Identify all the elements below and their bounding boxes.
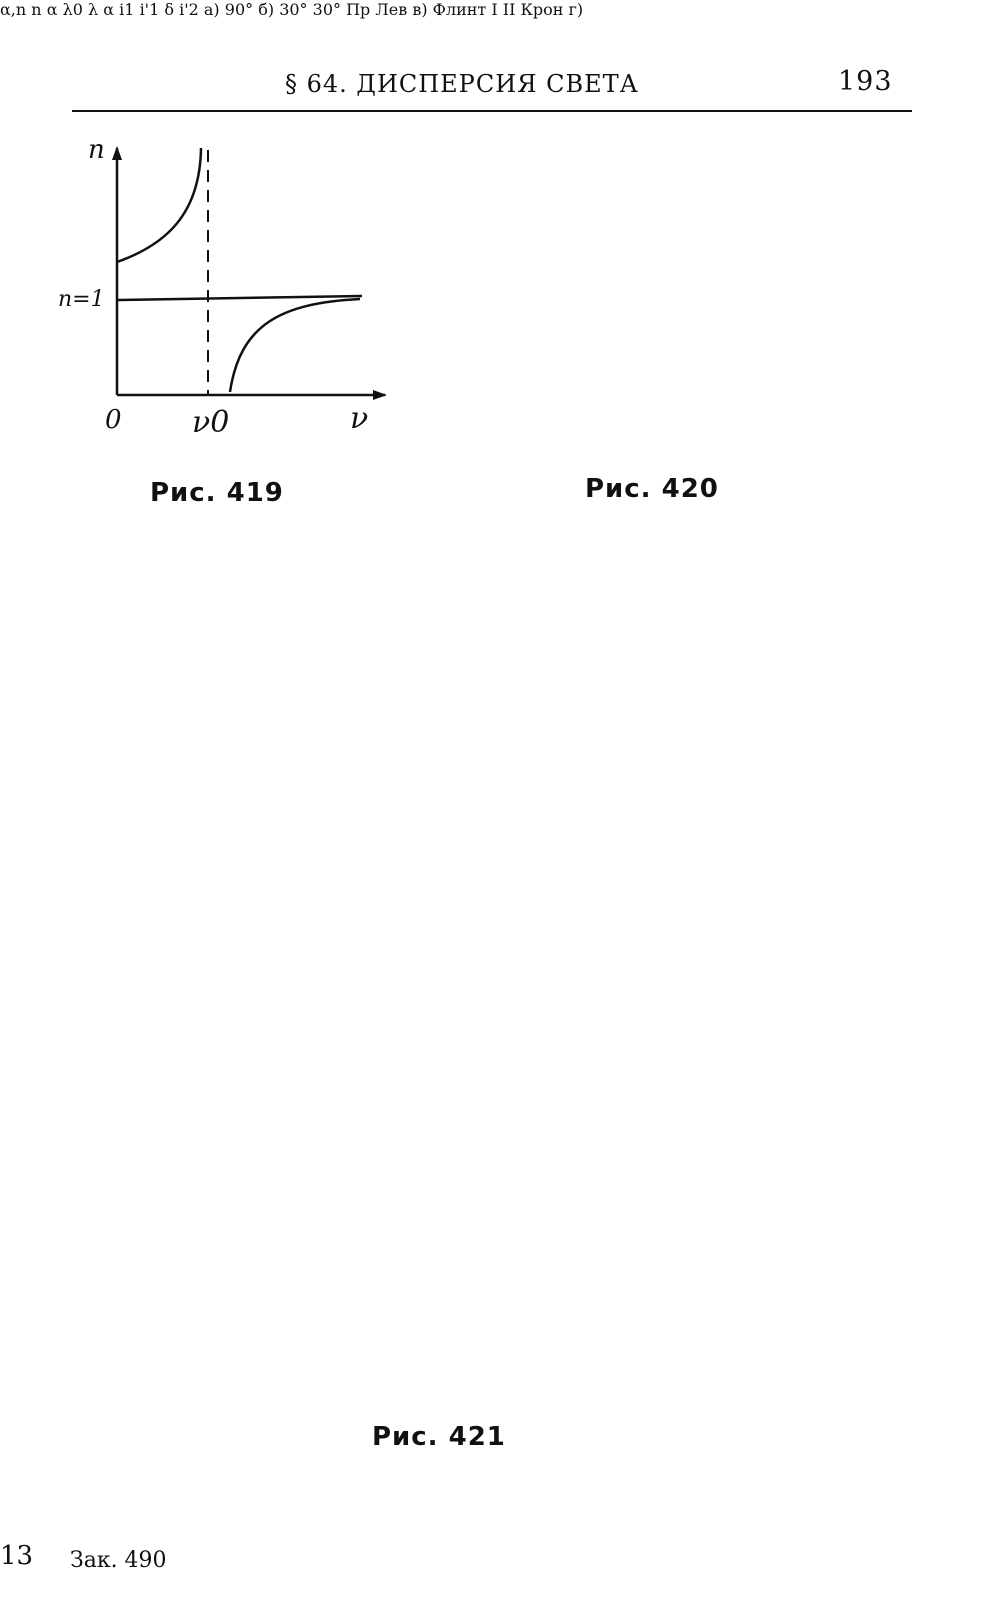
fig421v-label: в) xyxy=(412,0,428,19)
fig421v-angle-left: 30° xyxy=(279,0,308,19)
fig421a-alpha: α xyxy=(103,0,115,19)
fig419-y-label: n xyxy=(88,135,105,165)
fig421a-i1: i1 xyxy=(119,0,135,19)
caption-fig419: Рис. 419 xyxy=(150,478,284,508)
fig419-nu0: ν0 xyxy=(192,405,230,440)
fig420-n-label: n xyxy=(31,0,42,19)
fig421g-ray2: II xyxy=(502,0,516,19)
fig421b-angle: 90° xyxy=(224,0,254,19)
fig420-x-label: λ xyxy=(88,0,99,19)
fig421g-label: г) xyxy=(568,0,584,19)
fig421g-flint: Флинт xyxy=(432,0,487,19)
fig421a-i2p: i'2 xyxy=(179,0,199,19)
fig420-alpha-label: α xyxy=(46,0,58,19)
fig419-x-label: ν xyxy=(350,401,369,436)
page-number: 193 xyxy=(838,66,893,97)
fig421a-label: а) xyxy=(203,0,220,19)
n1-line xyxy=(117,296,362,300)
sheet-number: 13 xyxy=(0,1541,34,1571)
fig421a-delta: δ xyxy=(164,0,174,19)
curve-lower xyxy=(230,299,360,392)
caption-fig421: Рис. 421 xyxy=(372,1422,506,1452)
running-head: § 64. ДИСПЕРСИЯ СВЕТА xyxy=(285,70,639,98)
fig421v-left: Пр xyxy=(346,0,371,19)
fig421g-ray1: I xyxy=(491,0,498,19)
fig421a-i1p: i'1 xyxy=(139,0,160,19)
caption-fig420: Рис. 420 xyxy=(585,474,719,504)
fig419-origin: 0 xyxy=(105,405,122,435)
curve-upper xyxy=(117,148,201,262)
fig420-y-label: α,n xyxy=(0,0,27,19)
fig421g-kron: Крон xyxy=(520,0,564,19)
fig419-n1-label: n=1 xyxy=(58,287,105,312)
fig421v-right: Лев xyxy=(375,0,408,19)
fig420-lambda0: λ0 xyxy=(62,0,83,19)
fig421v-angle-right: 30° xyxy=(312,0,341,19)
figure-419 xyxy=(117,148,385,395)
fig421b-label: б) xyxy=(258,0,275,19)
order-number: Зак. 490 xyxy=(70,1548,167,1573)
